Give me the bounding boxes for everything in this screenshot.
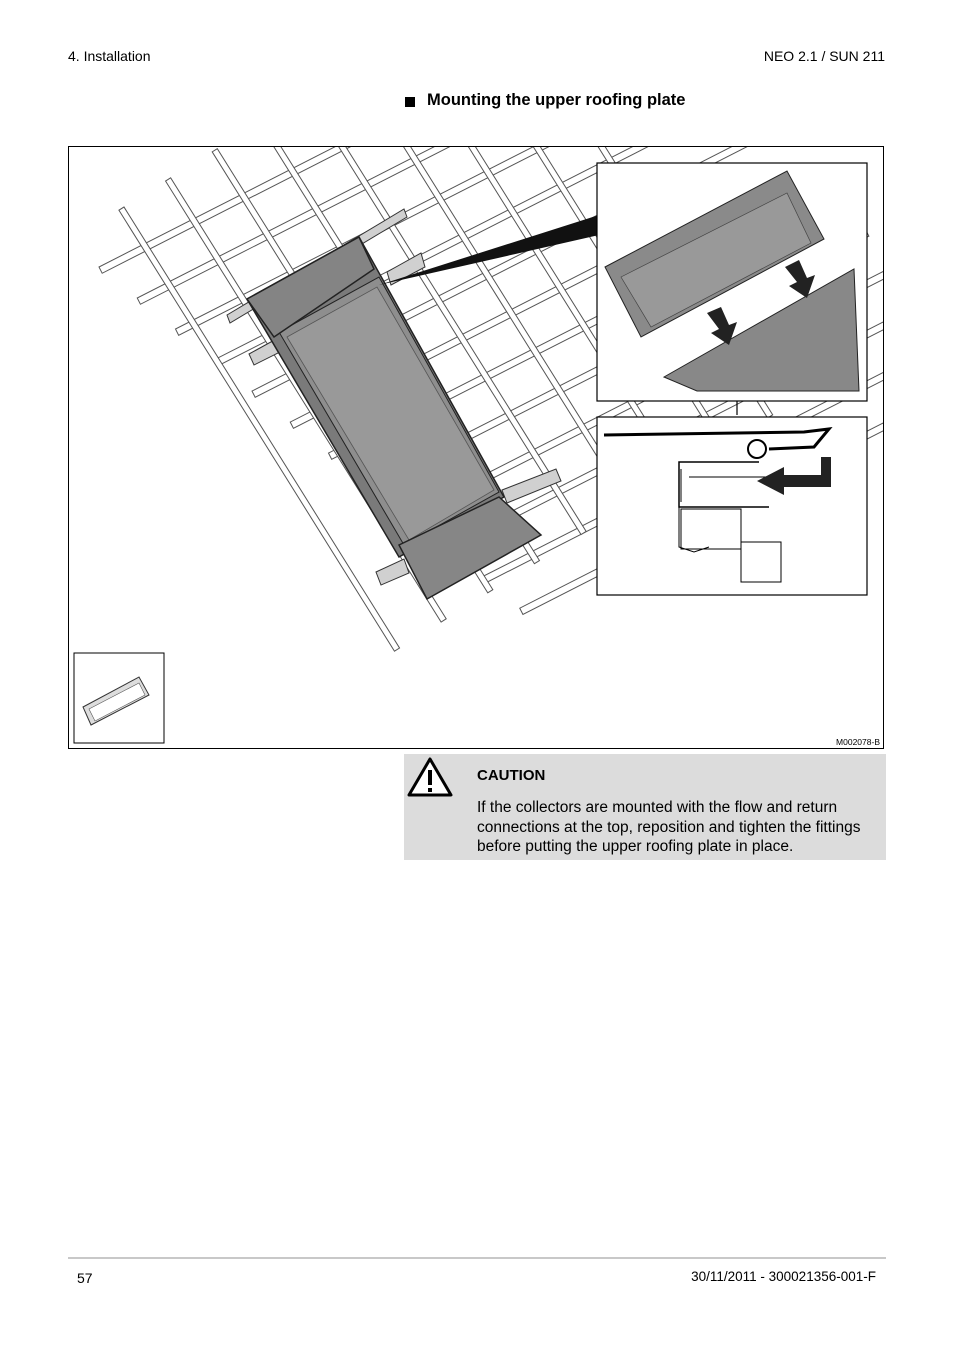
caution-text: If the collectors are mounted with the flow and return connections at the top, reposition and tighten the fittings before putting the upper roofing plate in place. <box>477 799 861 855</box>
warning-triangle-icon <box>406 756 454 798</box>
collector-icon <box>227 209 599 599</box>
caution-title: CAUTION <box>477 767 546 784</box>
section-title-text: Mounting the upper roofing plate <box>427 91 686 109</box>
figure-code: M002078-B <box>836 737 880 747</box>
detail-inset-top <box>597 163 867 401</box>
profile-section-icon <box>597 417 867 595</box>
thumbnail-icon <box>74 653 164 743</box>
caution-box <box>404 754 886 860</box>
roof-illustration <box>69 147 884 749</box>
footer-divider <box>68 1257 886 1259</box>
bullet-square-icon <box>405 97 415 107</box>
page-number: 57 <box>77 1270 93 1286</box>
header-section: 4. Installation <box>68 48 151 64</box>
installation-figure <box>68 146 884 749</box>
header-product: NEO 2.1 / SUN 211 <box>763 48 885 64</box>
section-title <box>405 91 685 110</box>
document-reference: 30/11/2011 - 300021356-001-F <box>691 1269 876 1284</box>
